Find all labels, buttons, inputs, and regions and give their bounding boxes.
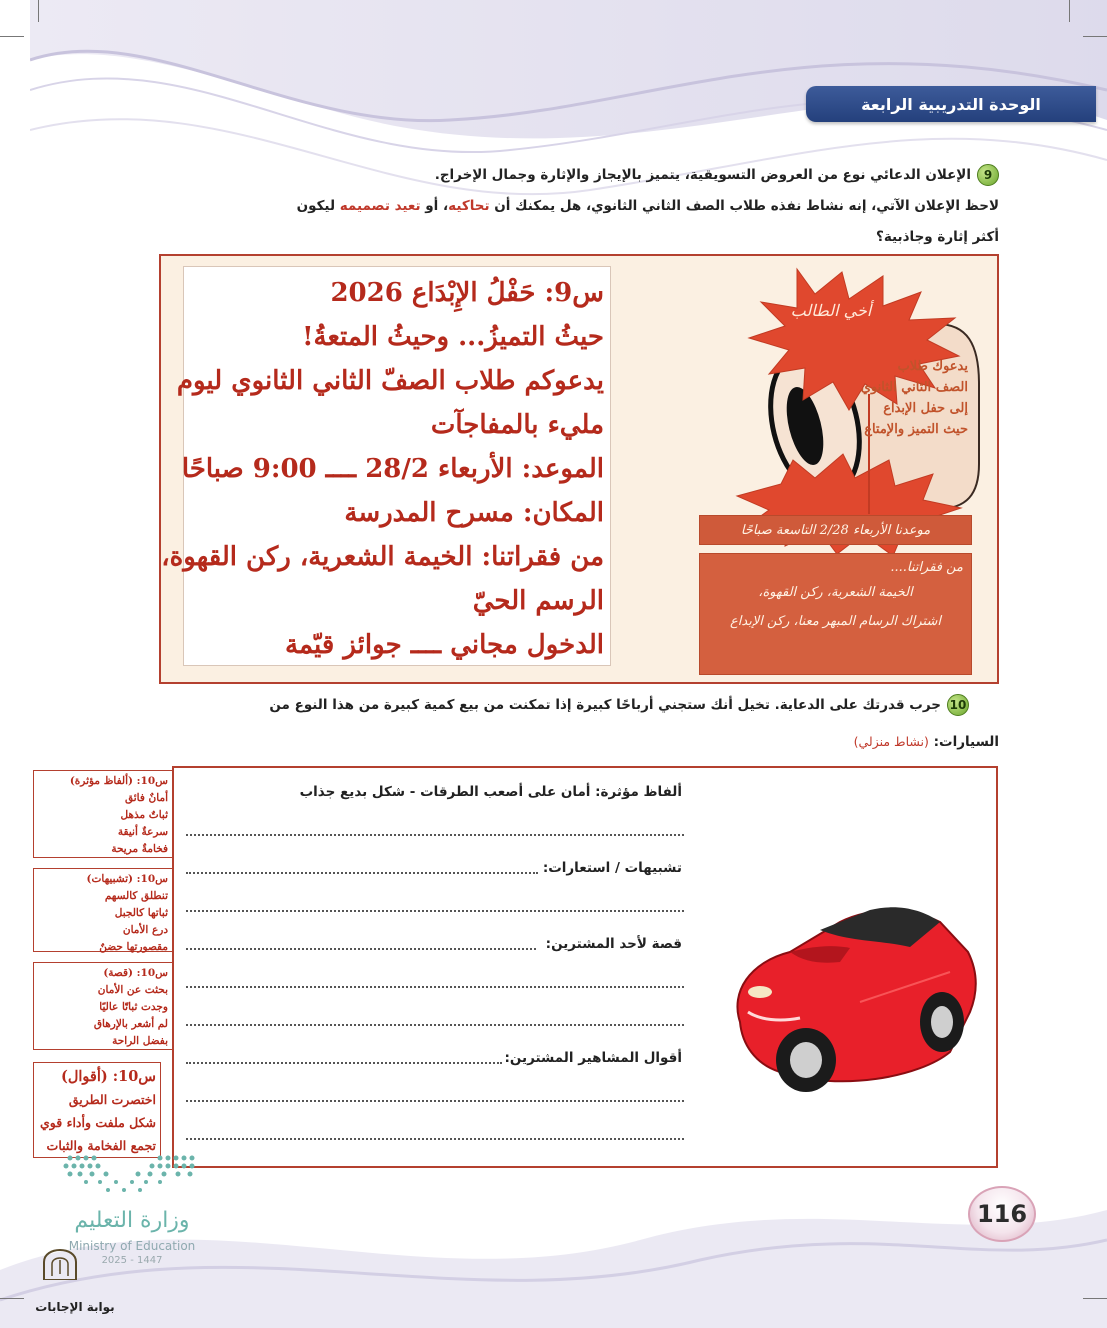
watermark-text: بوابة الإجابات — [35, 1300, 115, 1314]
page-number: 116 — [968, 1186, 1036, 1242]
q9-redesign: تعيد تصميمه — [339, 198, 421, 214]
side-answer-line: أمانٌ فائق — [124, 792, 168, 804]
crop-mark — [0, 36, 24, 37]
question-9-text-1: الإعلان الدعائي نوع من العروض التسويقية، يتميز بالإيجاز والإثارة وجمال الإخراج. — [434, 167, 971, 183]
crop-mark — [0, 1298, 24, 1299]
question-10-line-2 — [854, 734, 999, 750]
side-answer-line: فخامةٌ مريحة — [111, 843, 168, 855]
side-answer-line: ثباتها كالجبل — [114, 907, 168, 919]
question-10-text-1: جرب قدرتك على الدعاية. تخيل أنك ستجني أرباحًا كبيرة إذا تمكنت من بيع كمية كبيرة من هذا النوع من — [269, 697, 941, 713]
ad-program-line: اشتراك الرسام المبهر معنا، ركن الإبداع — [730, 614, 941, 629]
question-9-number: 9 — [977, 164, 999, 186]
answer-line[interactable] — [186, 1100, 684, 1102]
crop-mark — [1083, 36, 1107, 37]
q9-line2-part-e: ليكون — [296, 198, 340, 214]
question-9-line-2 — [297, 198, 999, 214]
unit-title-banner: الوحدة التدريبية الرابعة — [806, 86, 1096, 122]
side-answer-line: س10: (قصة) — [103, 967, 168, 979]
answer-9-invite: يدعوكم طلاب الصفّ الثاني الثانوي ليوم — [176, 366, 604, 396]
ad-invite-text — [822, 356, 968, 440]
answer-line[interactable] — [186, 986, 684, 988]
ad-program-line: الخيمة الشعرية، ركن القهوة، — [758, 585, 913, 600]
answer-9-invite-cont: مليء بالمفاجآت — [430, 410, 604, 440]
crop-mark — [38, 0, 39, 22]
ad-program-box — [699, 553, 972, 675]
side-answer-similes — [33, 868, 173, 952]
answer-line[interactable] — [186, 834, 684, 836]
side-answer-quotes — [33, 1062, 161, 1158]
q9-imitate: تحاكيه — [448, 198, 490, 214]
side-answer-effective-words — [33, 770, 173, 858]
answer-line[interactable] — [186, 872, 538, 874]
side-answer-line: س10: (ألفاظ مؤثرة) — [69, 775, 168, 787]
field-effective-words: ألفاظ مؤثرة: أمان على أصعب الطرقات - شكل بديع جذاب — [299, 784, 682, 800]
field-similes-metaphors: تشبيهات / استعارات: — [542, 860, 682, 876]
ministry-name-arabic: وزارة التعليم — [74, 1208, 190, 1233]
side-answer-line: بفضل الراحة — [112, 1035, 168, 1047]
side-answer-line: وجدت ثباتًا عاليًا — [99, 1001, 168, 1013]
side-answer-line: س10: (تشبيهات) — [86, 873, 168, 885]
side-answer-line: س10: (أقوال) — [60, 1068, 156, 1085]
answer-9-entry: الدخول مجاني ــــ جوائز قيّمة — [285, 630, 604, 660]
answer-line[interactable] — [186, 1138, 684, 1140]
answer-9-date: الموعد: الأربعاء 28/2 ــــ 9:00 صباحًا — [181, 454, 604, 484]
answer-9-slogan: حيثُ التميزُ... وحيثُ المتعةُ! — [302, 322, 604, 352]
ad-invite-line: حيث التميز والإمتاع — [864, 422, 968, 437]
side-answer-line: شكل ملفت وأداء قوي — [40, 1115, 156, 1130]
ad-invite-line: إلى حفل الإبداع — [883, 401, 968, 416]
activity-frame — [172, 766, 998, 1168]
advertisement-frame — [159, 254, 999, 684]
ad-invite-line: الصف الثاني الثانوي — [860, 380, 968, 395]
side-answer-line: سرعةٌ أنيقة — [117, 826, 168, 838]
ad-star-label: أخي الطالب — [790, 301, 872, 320]
side-answer-line: اختصرت الطريق — [68, 1092, 156, 1107]
red-sports-car-image — [720, 852, 982, 1102]
side-answer-line: بحثت عن الأمان — [97, 984, 168, 996]
side-answer-line: مقصورتها حضنٌ — [99, 941, 168, 953]
answer-9-box — [161, 266, 611, 666]
side-answer-line: تجمع الفخامة والثبات — [46, 1138, 156, 1153]
question-10-line-1 — [269, 694, 969, 716]
ministry-year: 2025 - 1447 — [101, 1255, 163, 1266]
answer-9-program-cont: الرسم الحيّ — [472, 586, 604, 616]
answer-line[interactable] — [186, 910, 684, 912]
answer-9-place: المكان: مسرح المدرسة — [344, 498, 604, 528]
answer-9-program: من فقراتنا: الخيمة الشعرية، ركن القهوة، — [161, 542, 604, 572]
question-10-text-2: السيارات: — [928, 734, 999, 750]
ad-date-strip: موعدنا الأربعاء 2/28 التاسعة صباحًا — [699, 515, 972, 545]
side-answer-line: درع الأمان — [122, 924, 168, 936]
q9-line2-part-a: لاحظ الإعلان الآتي، إنه نشاط نفذه طلاب الصف الثاني الثانوي، هل يمكنك أن — [489, 198, 999, 214]
side-answer-line: ثباتٌ مذهل — [120, 809, 168, 821]
question-9-line-3: أكثر إثارة وجاذبية؟ — [875, 229, 999, 245]
answer-9-title: س9: حَفْلُ الإِبْدَاع 2026 — [330, 278, 604, 308]
ad-invite-line: يدعوك طلاب — [897, 359, 968, 374]
q9-line2-part-c: ، أو — [420, 198, 449, 214]
crop-mark — [1069, 0, 1070, 22]
ad-program-heading: من فقراتنا.... — [890, 560, 963, 575]
crop-mark — [1083, 1298, 1107, 1299]
home-activity-label: (نشاط منزلي) — [853, 734, 929, 749]
question-10-number: 10 — [947, 694, 969, 716]
side-answer-story — [33, 962, 173, 1050]
side-answer-line: لم أشعر بالإرهاق — [93, 1018, 168, 1030]
answer-line[interactable] — [186, 1062, 502, 1064]
side-answer-line: تنطلق كالسهم — [104, 890, 168, 902]
ministry-name-english: Ministry of Education — [68, 1239, 196, 1253]
field-buyer-story: قصة لأحد المشترين: — [545, 936, 682, 952]
answer-line[interactable] — [186, 1024, 684, 1026]
field-celebrity-quotes: أقوال المشاهير المشترين: — [504, 1050, 682, 1066]
answer-line[interactable] — [186, 948, 536, 950]
question-9-line-1 — [435, 164, 999, 186]
